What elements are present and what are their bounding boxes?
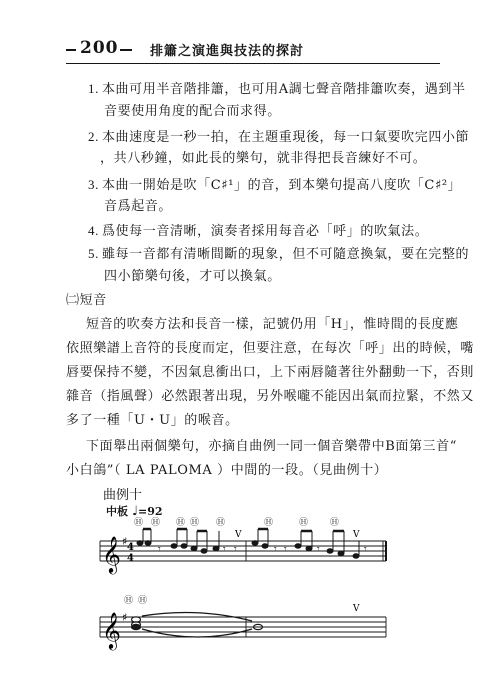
breath-symbol: Ⓗ [138, 596, 148, 606]
breath-symbol: Ⓗ [176, 518, 186, 528]
body-line: 短音的吹奏方法和長音一樣，記號仍用「H」，惟時間的長度應 [86, 317, 459, 332]
tie-curve [142, 629, 252, 637]
body-line: 唇要保持不變，不因氣息衝出口，上下兩唇隨著往外翻動一下，否則 [66, 365, 475, 380]
breath-mark: V [353, 530, 360, 540]
page-header [66, 38, 440, 62]
time-signature-bottom: 4 [127, 553, 134, 564]
time-signature-top: 4 [127, 542, 134, 553]
header-dash-left [66, 49, 76, 51]
running-title: 排簫之演進與技法的探討 [150, 44, 305, 59]
header-dash-right [120, 49, 132, 51]
breath-symbol: Ⓗ [124, 596, 134, 606]
breath-symbol: Ⓗ [299, 518, 309, 528]
note-line: 2. 本曲速度是一秒一拍，在主題重現後，每一口氣要吹完四小節 [88, 129, 470, 145]
svg-text:𝄾: 𝄾 [274, 544, 277, 555]
breath-symbol: Ⓗ [216, 518, 226, 528]
svg-text:𝄾: 𝄾 [158, 544, 161, 555]
body-line: 下面舉出兩個樂句，亦摘自曲例一同一個音樂帶中B面第三首“ [86, 439, 457, 454]
svg-text:𝄾: 𝄾 [284, 544, 287, 555]
note-line: 四小節樂句後，才可以換氣。 [104, 269, 281, 284]
body-line: 多了一種「U・U」的喉音。 [66, 413, 239, 428]
svg-text:𝄾: 𝄾 [317, 544, 320, 555]
svg-text:𝄾: 𝄾 [364, 544, 367, 555]
header-rule [66, 63, 440, 64]
note-line: 音要使用角度的配合而求得。 [104, 104, 281, 119]
svg-text:𝄾: 𝄾 [234, 544, 237, 555]
staff-system-1 [100, 517, 386, 574]
note-line: ，共八秒鐘，如此長的樂句，就非得把長音練好不可。 [100, 151, 427, 166]
note-line: 4. 爲使每一音清晰，演奏者採用每音必「呼」的吹氣法。 [88, 223, 429, 239]
note-line: 3. 本曲一開始是吹「C♯¹」的音，到本樂句提高八度吹「C♯²」 [88, 177, 462, 193]
breath-symbol: Ⓗ [134, 518, 144, 528]
treble-clef-icon: 𝄞 [102, 535, 121, 573]
breath-symbol: Ⓗ [264, 518, 274, 528]
sharp-sign: ♯ [122, 535, 128, 548]
breath-symbol: Ⓗ [151, 518, 161, 528]
note-line: 5. 雖每一音都有清晰間斷的現象，但不可隨意換氣，要在完整的 [88, 246, 470, 262]
breath-symbol: Ⓗ [330, 518, 340, 528]
breath-mark: V [235, 530, 242, 540]
body-line: 小白鴿”（ LA PALOMA ）中間的一段。（見曲例十） [66, 463, 388, 478]
example-title: 曲例十 [103, 488, 143, 503]
body-line: 雜音（指風聲）必然跟著出現，另外喉嚨不能因出氣而拉緊，不然又 [66, 389, 475, 404]
music-notation [98, 505, 388, 665]
section-heading: ㈡短音 [66, 293, 107, 308]
quarter-note-icon: ♩ [131, 504, 138, 519]
page-number: 200 [80, 38, 119, 58]
body-line: 依照樂譜上音符的長度而定，但要注意，在每次「呼」出的時候，嘴 [66, 341, 475, 356]
breath-mark: V [353, 604, 360, 614]
staff-system-2 [100, 595, 386, 650]
sharp-sign: ♯ [122, 611, 128, 624]
svg-text:𝄾: 𝄾 [223, 544, 226, 555]
tempo-label: 中板 ♩=92 [106, 504, 163, 519]
treble-clef-icon: 𝄞 [102, 611, 121, 649]
note-line: 音爲起音。 [104, 199, 173, 214]
breath-symbol: Ⓗ [190, 518, 200, 528]
note-line: 1. 本曲可用半音階排簫，也可用A調七聲音階排簫吹奏，遇到半 [88, 81, 466, 97]
